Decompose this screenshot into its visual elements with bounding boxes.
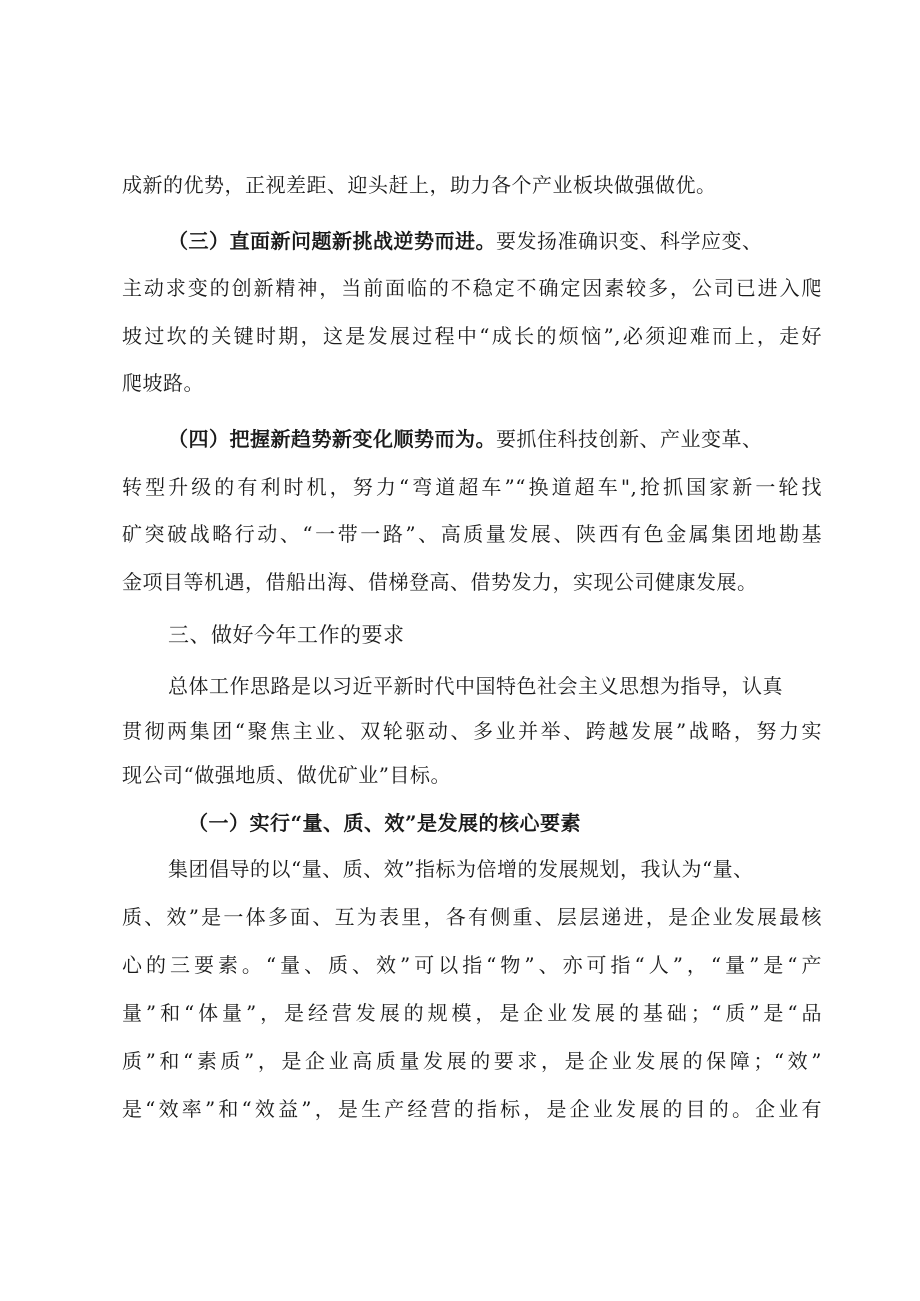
paragraph-5-line-2: 质、效”是一体多面、互为表里，各有侧重、层层递进，是企业发展最核: [122, 905, 822, 929]
paragraph-2-line-4: 爬坡路。: [122, 371, 204, 395]
paragraph-2-text: 要发扬准确识变、科学应变、: [496, 229, 763, 253]
paragraph-3-line-3: 矿突破战略行动、“一带一路”、高质量发展、陕西有色金属集团地勘基: [122, 522, 822, 546]
paragraph-2-line-1: [168, 221, 822, 261]
paragraph-4-line-2: 贯彻两集团“聚焦主业、双轮驱动、多业并举、跨越发展”战略，努力实: [122, 719, 822, 743]
paragraph-5-line-5: 质”和“素质”，是企业高质量发展的要求，是企业发展的保障；“效”: [122, 1049, 822, 1073]
paragraph-2-line-2: 主动求变的创新精神，当前面临的不稳定不确定因素较多，公司已进入爬: [122, 276, 822, 300]
paragraph-5-line-1: 集团倡导的以“量、质、效”指标为倍增的发展规划，我认为“量、: [168, 857, 754, 881]
paragraph-4-line-1: 总体工作思路是以习近平新时代中国特色社会主义思想为指导，认真: [168, 674, 783, 698]
paragraph-5-line-3: 心的三要素。“量、质、效”可以指“物”、亦可指“人”，“量”是“产: [122, 953, 822, 977]
paragraph-3-text: 要抓住科技创新、产业变革、: [496, 427, 763, 451]
chapter-heading: 三、做好今年工作的要求: [168, 623, 405, 647]
section-heading-3: （三）直面新问题新挑战逆势而进。: [168, 229, 496, 253]
paragraph-4-line-3: 现公司“做强地质、做优矿业”目标。: [122, 763, 451, 787]
paragraph-3-line-4: 金项目等机遇，借船出海、借梯登高、借势发力，实现公司健康发展。: [122, 570, 758, 594]
paragraph-3-line-1: [168, 419, 822, 459]
paragraph-1-line-1: 成新的优势，正视差距、迎头赶上，助力各个产业板块做强做优。: [122, 173, 717, 197]
subheading-1: （一）实行“量、质、效”是发展的核心要素: [188, 811, 582, 835]
paragraph-5-line-6: 是“效率”和“效益”，是生产经营的指标，是企业发展的目的。企业有: [122, 1097, 822, 1121]
paragraph-2-line-3: 坡过坎的关键时期，这是发展过程中“成长的烦恼”,必须迎难而上，走好: [122, 324, 822, 348]
section-heading-4: （四）把握新趋势新变化顺势而为。: [168, 427, 496, 451]
paragraph-5-line-4: 量”和“体量”，是经营发展的规模，是企业发展的基础；“质”是“品: [122, 1001, 822, 1025]
paragraph-3-line-2: 转型升级的有利时机，努力“弯道超车”“换道超车",抢抓国家新一轮找: [122, 475, 822, 499]
